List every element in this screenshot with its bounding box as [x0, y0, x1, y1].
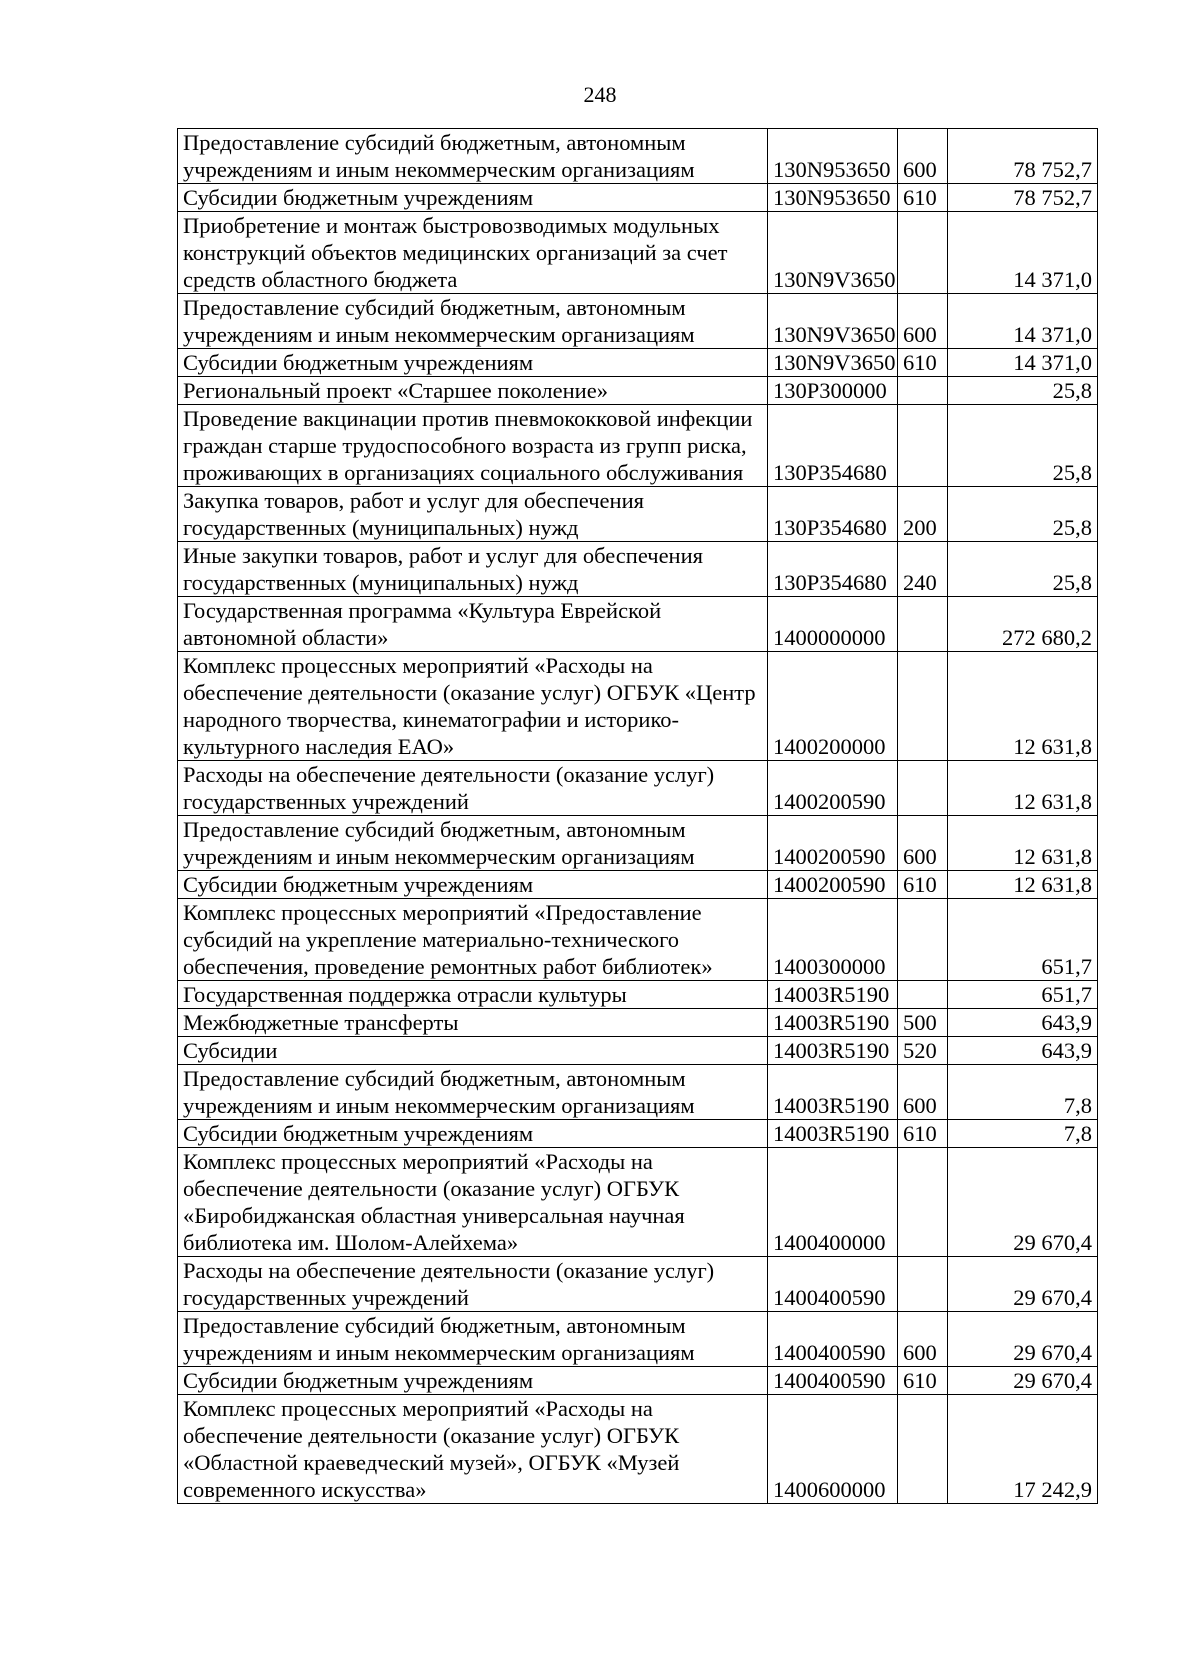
row-vr-cell: 610: [898, 1367, 948, 1395]
row-name-cell: Предоставление субсидий бюджетным, автономным учреждениям и иным некоммерческим организациям: [178, 1065, 768, 1120]
row-code-cell: 1400600000: [768, 1395, 898, 1504]
table-row: [178, 1367, 1098, 1395]
row-code-cell: 1400000000: [768, 597, 898, 652]
table-row: [178, 597, 1098, 652]
row-code-cell: 130N9V3650: [768, 212, 898, 294]
row-sum-cell: 12 631,8: [948, 871, 1098, 899]
table-row: [178, 349, 1098, 377]
row-vr-cell: 600: [898, 816, 948, 871]
row-name-cell: Проведение вакцинации против пневмококковой инфекции граждан старше трудоспособного возраста из групп риска, проживающих в организациях социального обслуживания: [178, 405, 768, 487]
table-row: [178, 1148, 1098, 1257]
row-sum-cell: 643,9: [948, 1009, 1098, 1037]
row-name-cell: Закупка товаров, работ и услуг для обеспечения государственных (муниципальных) нужд: [178, 487, 768, 542]
row-vr-cell: 600: [898, 1065, 948, 1120]
table-row: [178, 761, 1098, 816]
row-vr-cell: 610: [898, 1120, 948, 1148]
row-name-cell: Субсидии бюджетным учреждениям: [178, 1120, 768, 1148]
row-name-cell: Субсидии: [178, 1037, 768, 1065]
row-sum-cell: 7,8: [948, 1120, 1098, 1148]
row-name-cell: Комплекс процессных мероприятий «Расходы на обеспечение деятельности (оказание услуг) ОГБУК «Центр народного творчества, кинематографии и историко-культурного наследия ЕАО»: [178, 652, 768, 761]
table-row: [178, 129, 1098, 184]
row-code-cell: 1400200590: [768, 761, 898, 816]
row-code-cell: 130P354680: [768, 542, 898, 597]
table-row: [178, 899, 1098, 981]
page-number: 248: [583, 82, 617, 107]
row-sum-cell: 7,8: [948, 1065, 1098, 1120]
row-name-cell: Межбюджетные трансферты: [178, 1009, 768, 1037]
row-sum-cell: 14 371,0: [948, 212, 1098, 294]
row-name-cell: Предоставление субсидий бюджетным, автономным учреждениям и иным некоммерческим организациям: [178, 129, 768, 184]
row-name-cell: Субсидии бюджетным учреждениям: [178, 349, 768, 377]
row-code-cell: 130N9V3650: [768, 349, 898, 377]
row-sum-cell: 14 371,0: [948, 294, 1098, 349]
row-vr-cell: [898, 377, 948, 405]
row-sum-cell: 29 670,4: [948, 1257, 1098, 1312]
row-code-cell: 14003R5190: [768, 1037, 898, 1065]
row-sum-cell: 25,8: [948, 487, 1098, 542]
row-sum-cell: 25,8: [948, 542, 1098, 597]
table-row: [178, 377, 1098, 405]
row-sum-cell: 12 631,8: [948, 816, 1098, 871]
row-vr-cell: [898, 899, 948, 981]
row-vr-cell: 500: [898, 1009, 948, 1037]
row-name-cell: Государственная программа «Культура Еврейской автономной области»: [178, 597, 768, 652]
row-sum-cell: 12 631,8: [948, 652, 1098, 761]
row-sum-cell: 78 752,7: [948, 184, 1098, 212]
table-row: [178, 652, 1098, 761]
row-vr-cell: [898, 1148, 948, 1257]
row-name-cell: Расходы на обеспечение деятельности (оказание услуг) государственных учреждений: [178, 761, 768, 816]
table-row: [178, 1065, 1098, 1120]
row-vr-cell: 610: [898, 871, 948, 899]
row-sum-cell: 12 631,8: [948, 761, 1098, 816]
row-code-cell: 130N953650: [768, 129, 898, 184]
row-vr-cell: 610: [898, 184, 948, 212]
table-row: [178, 405, 1098, 487]
table-row: [178, 1120, 1098, 1148]
row-sum-cell: 272 680,2: [948, 597, 1098, 652]
table-row: [178, 542, 1098, 597]
table-row: [178, 1395, 1098, 1504]
row-name-cell: Расходы на обеспечение деятельности (оказание услуг) государственных учреждений: [178, 1257, 768, 1312]
row-sum-cell: 29 670,4: [948, 1312, 1098, 1367]
row-sum-cell: 25,8: [948, 377, 1098, 405]
row-name-cell: Иные закупки товаров, работ и услуг для обеспечения государственных (муниципальных) нужд: [178, 542, 768, 597]
row-vr-cell: 520: [898, 1037, 948, 1065]
row-name-cell: Региональный проект «Старшее поколение»: [178, 377, 768, 405]
row-name-cell: Государственная поддержка отрасли культуры: [178, 981, 768, 1009]
row-code-cell: 130N9V3650: [768, 294, 898, 349]
row-name-cell: Комплекс процессных мероприятий «Предоставление субсидий на укрепление материально-технического обеспечения, проведение ремонтных работ библиотек»: [178, 899, 768, 981]
row-code-cell: 14003R5190: [768, 981, 898, 1009]
row-code-cell: 14003R5190: [768, 1120, 898, 1148]
row-vr-cell: [898, 212, 948, 294]
row-vr-cell: 200: [898, 487, 948, 542]
table-row: [178, 1312, 1098, 1367]
row-code-cell: 130P354680: [768, 405, 898, 487]
row-sum-cell: 14 371,0: [948, 349, 1098, 377]
table-row: [178, 212, 1098, 294]
row-code-cell: 14003R5190: [768, 1009, 898, 1037]
row-sum-cell: 29 670,4: [948, 1148, 1098, 1257]
row-name-cell: Комплекс процессных мероприятий «Расходы на обеспечение деятельности (оказание услуг) ОГБУК «Областной краеведческий музей», ОГБУК «Музей современного искусства»: [178, 1395, 768, 1504]
row-vr-cell: 600: [898, 1312, 948, 1367]
table-row: [178, 1257, 1098, 1312]
row-vr-cell: [898, 761, 948, 816]
row-code-cell: 1400200590: [768, 871, 898, 899]
row-code-cell: 130P300000: [768, 377, 898, 405]
row-code-cell: 130N953650: [768, 184, 898, 212]
row-vr-cell: [898, 981, 948, 1009]
table-row: [178, 981, 1098, 1009]
row-vr-cell: 610: [898, 349, 948, 377]
row-name-cell: Субсидии бюджетным учреждениям: [178, 871, 768, 899]
row-code-cell: 130P354680: [768, 487, 898, 542]
row-vr-cell: [898, 405, 948, 487]
table-row: [178, 294, 1098, 349]
budget-table: [177, 128, 1098, 1504]
row-code-cell: 1400200000: [768, 652, 898, 761]
row-code-cell: 1400400590: [768, 1257, 898, 1312]
row-name-cell: Субсидии бюджетным учреждениям: [178, 184, 768, 212]
table-row: [178, 871, 1098, 899]
row-name-cell: Предоставление субсидий бюджетным, автономным учреждениям и иным некоммерческим организациям: [178, 1312, 768, 1367]
row-code-cell: 1400200590: [768, 816, 898, 871]
table-row: [178, 816, 1098, 871]
row-code-cell: 1400300000: [768, 899, 898, 981]
row-vr-cell: [898, 652, 948, 761]
row-name-cell: Субсидии бюджетным учреждениям: [178, 1367, 768, 1395]
row-sum-cell: 25,8: [948, 405, 1098, 487]
table-row: [178, 1037, 1098, 1065]
row-sum-cell: 651,7: [948, 981, 1098, 1009]
row-name-cell: Комплекс процессных мероприятий «Расходы на обеспечение деятельности (оказание услуг) ОГБУК «Биробиджанская областная универсальная научная библиотека им. Шолом-Алейхема»: [178, 1148, 768, 1257]
row-name-cell: Предоставление субсидий бюджетным, автономным учреждениям и иным некоммерческим организациям: [178, 816, 768, 871]
row-sum-cell: 17 242,9: [948, 1395, 1098, 1504]
table-row: [178, 184, 1098, 212]
row-sum-cell: 29 670,4: [948, 1367, 1098, 1395]
row-name-cell: Приобретение и монтаж быстровозводимых модульных конструкций объектов медицинских организаций за счет средств областного бюджета: [178, 212, 768, 294]
row-code-cell: 1400400590: [768, 1367, 898, 1395]
table-row: [178, 1009, 1098, 1037]
row-sum-cell: 643,9: [948, 1037, 1098, 1065]
row-sum-cell: 651,7: [948, 899, 1098, 981]
row-vr-cell: 600: [898, 294, 948, 349]
row-code-cell: 1400400000: [768, 1148, 898, 1257]
row-sum-cell: 78 752,7: [948, 129, 1098, 184]
row-vr-cell: [898, 597, 948, 652]
row-vr-cell: [898, 1257, 948, 1312]
row-code-cell: 14003R5190: [768, 1065, 898, 1120]
row-vr-cell: 240: [898, 542, 948, 597]
row-code-cell: 1400400590: [768, 1312, 898, 1367]
row-vr-cell: [898, 1395, 948, 1504]
row-vr-cell: 600: [898, 129, 948, 184]
row-name-cell: Предоставление субсидий бюджетным, автономным учреждениям и иным некоммерческим организациям: [178, 294, 768, 349]
table-row: [178, 487, 1098, 542]
